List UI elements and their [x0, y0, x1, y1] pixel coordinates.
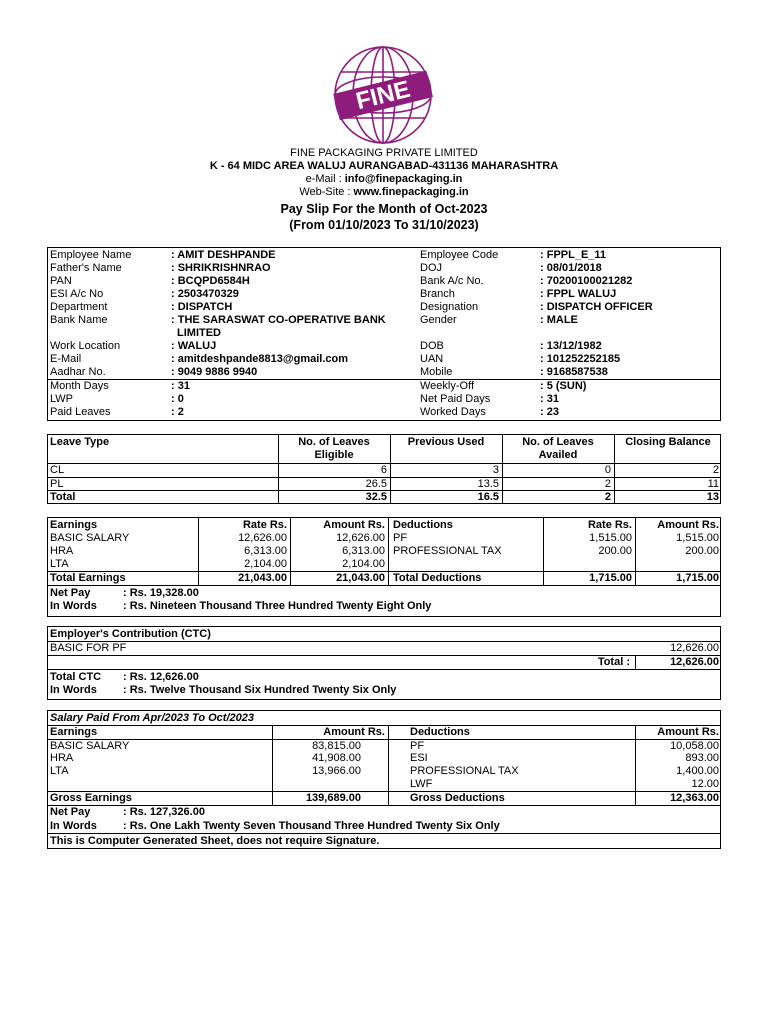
company-address: K - 64 MIDC AREA WALUJ AURANGABAD-431136 MAHARASHTRA [209, 160, 559, 172]
slip-title: Pay Slip For the Month of Oct-2023 [280, 202, 488, 216]
leave-table: Leave Type No. of Leaves Previous Used No. of Leaves Closing Balance Eligible Availed CL 6 3 0 2 PL 26.5 13.5 2 11 Total 32.5 16.5 2 13 [47, 434, 721, 504]
company-header [0, 147, 768, 233]
monthly-salary-table: Earnings Rate Rs. Amount Rs. Deductions Rate Rs. Amount Rs. BASIC SALARY 12,626.00 12,626.00 PF 1,515.00 1,515.00 HRA 6,313.00 6,313.00 PROFESSIONAL TAX 200.00 200.00 LTA 2,104.00 2,104.00 Total Earnings 21,043.00 21,043.00 Total Deductions 1,715.00 1,715.00 [47, 517, 721, 586]
leave-total-row: Total 32.5 16.5 2 13 [50, 491, 719, 503]
employee-details: Employee Name : AMIT DESHPANDE Employee Code : FPPL_E_11 Father's Name : SHRIKRISHNRAO DOJ : 08/01/2018 PAN : BCQPD6584H Bank A/c No. : 70200100021282 ESI A/c No : 2503470329 Branch : FPPL WALUJ Department : DISPATCH Designation : DISPATCH OFFICER Bank Name : THE SARASWAT CO-OPERATIVE BANK Gender : MALE LIMITED Work Location : WALUJ DOB : 13/12/1982 E-Mail : amitdeshpande8813@gmail.com UAN : 101252252185 Aadhar No. : 9049 9886 9940 Mobile : 9168587538 Month Days : 31 Weekly-Off : 5 (SUN) LWP : 0 Net Paid Days : 31 Paid Leaves : 2 Worked Days : 23 [47, 247, 721, 421]
total-ctc-box: Total CTC : Rs. 12,626.00 In Words : Rs. Twelve Thousand Six Hundred Twenty Six Only [47, 669, 721, 700]
ytd-salary-table: Salary Paid From Apr/2023 To Oct/2023 Earnings Amount Rs. Deductions Amount Rs. BASIC SALARY 83,815.00 PF 10,058.00 HRA 41,908.00 ESI 893.00 LTA 13,966.00 PROFESSIONAL TAX 1,400.00 LWF 12.00 Gross Earnings 139,689.00 Gross Deductions 12,363.00 [47, 710, 721, 806]
svg-text:FINE: FINE [353, 75, 413, 116]
ytd-net-pay-box: Net Pay : Rs. 127,326.00 In Words : Rs. One Lakh Twenty Seven Thousand Three Hundred Twenty Six Only [47, 805, 721, 834]
footer-note: This is Computer Generated Sheet, does not require Signature. [47, 833, 721, 849]
leave-row: PL 26.5 13.5 2 11 [50, 478, 719, 490]
ctc-box: Employer's Contribution (CTC) BASIC FOR PF 12,626.00 Total : 12,626.00 [47, 626, 721, 670]
net-pay-box: Net Pay : Rs. 19,328.00 In Words : Rs. Nineteen Thousand Three Hundred Twenty Eight Only [47, 585, 721, 617]
company-email: e-Mail : info@finepackaging.in [305, 173, 463, 185]
company-logo [331, 44, 435, 146]
slip-period: (From 01/10/2023 To 31/10/2023) [289, 218, 479, 232]
company-website: Web-Site : www.finepackaging.in [299, 186, 469, 198]
leave-row: CL 6 3 0 2 [50, 464, 719, 476]
company-name: FINE PACKAGING PRIVATE LIMITED [290, 147, 478, 159]
